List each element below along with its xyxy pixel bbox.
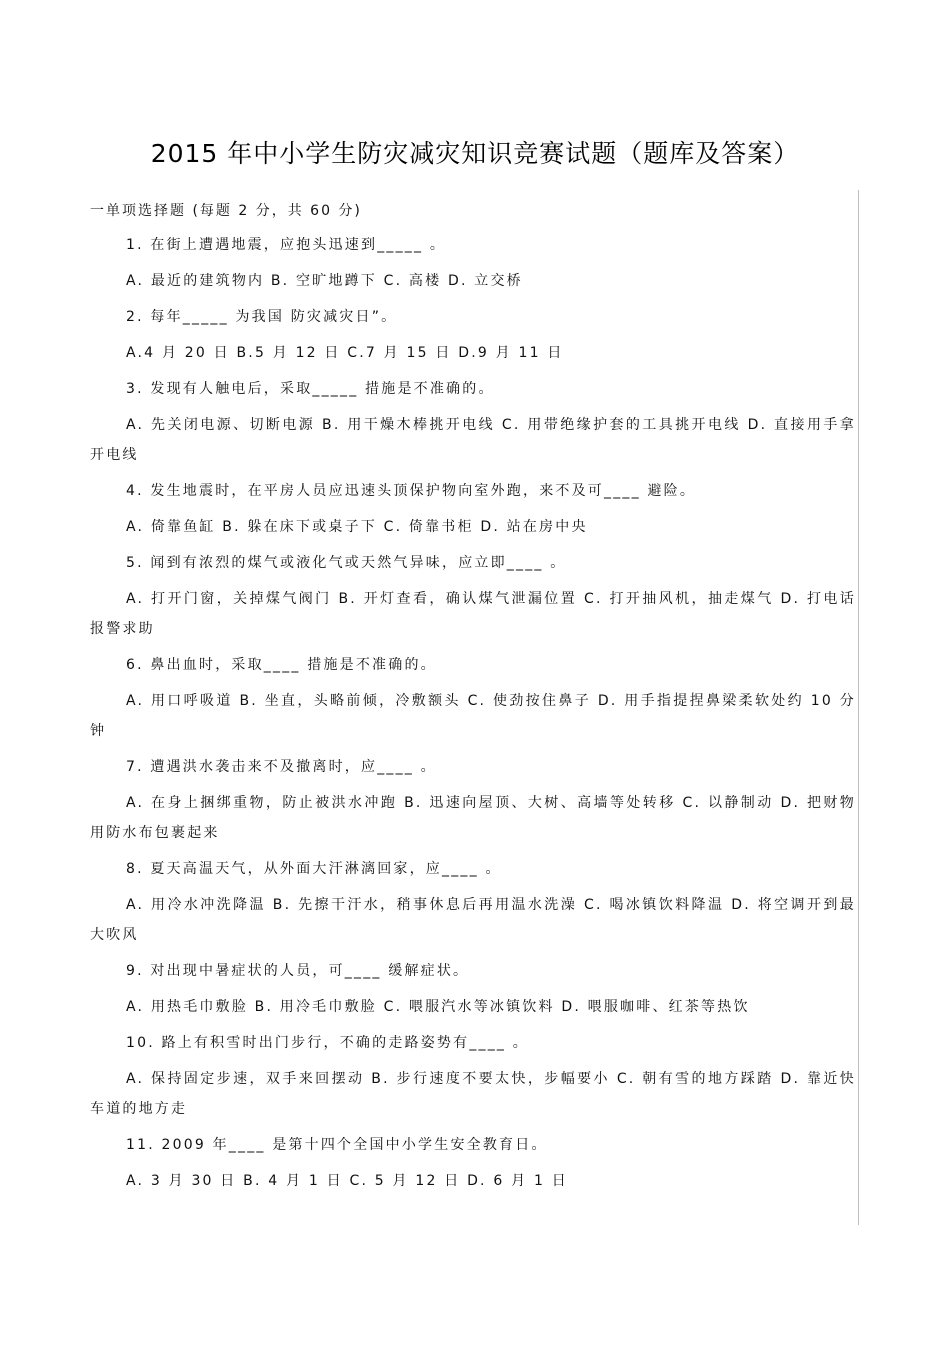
- question-options: A. 3 月 30 日 B. 4 月 1 日 C. 5 月 12 日 D. 6 月 1 日: [126, 1173, 568, 1189]
- document-title: 2015 年中小学生防灾减灾知识竞赛试题（题库及答案）: [150, 139, 800, 168]
- question-text: 5. 闻到有浓烈的煤气或液化气或天然气异味，应立即____ 。: [126, 555, 567, 571]
- question-options: A. 打开门窗，关掉煤气阀门 B. 开灯查看，确认煤气泄漏位置 C. 打开抽风机，抽走煤气 D. 打电话报警求助: [90, 591, 856, 637]
- question-options: A. 保持固定步速，双手来回摆动 B. 步行速度不要太快，步幅要小 C. 朝有雪的地方踩踏 D. 靠近快车道的地方走: [90, 1071, 856, 1117]
- question-list: [90, 230, 856, 1196]
- question-options: A. 在身上捆绑重物，防止被洪水冲跑 B. 迅速向屋顶、大树、高墙等处转移 C. 以静制动 D. 把财物用防水布包裹起来: [90, 795, 856, 841]
- question-text: 3. 发现有人触电后，采取_____ 措施是不准确的。: [126, 381, 495, 397]
- question-text: 2. 每年_____ 为我国 防灾减灾日”。: [126, 309, 398, 325]
- question-options: A. 用热毛巾敷脸 B. 用冷毛巾敷脸 C. 喂服汽水等冰镇饮料 D. 喂服咖啡、红茶等热饮: [126, 999, 750, 1015]
- question-text: 10. 路上有积雪时出门步行，不确的走路姿势有____ 。: [126, 1035, 529, 1051]
- question-text: 11. 2009 年____ 是第十四个全国中小学生安全教育日。: [126, 1137, 548, 1153]
- section-heading: 一单项选择题 (每题 2 分，共 60 分): [90, 203, 362, 219]
- question-options: A. 用口呼吸道 B. 坐直，头略前倾，冷敷额头 C. 使劲按住鼻子 D. 用手指提捏鼻梁柔软处约 10 分钟: [90, 693, 856, 739]
- question-options: A. 最近的建筑物内 B. 空旷地蹲下 C. 高楼 D. 立交桥: [126, 273, 523, 289]
- question-text: 9. 对出现中暑症状的人员，可____ 缓解症状。: [126, 963, 470, 979]
- question-text: 1. 在街上遭遇地震，应抱头迅速到_____ 。: [126, 237, 447, 253]
- question-text: 4. 发生地震时，在平房人员应迅速头顶保护物向室外跑，来不及可____ 避险。: [126, 483, 697, 499]
- question-options: A.4 月 20 日 B.5 月 12 日 C.7 月 15 日 D.9 月 11 日: [126, 345, 564, 361]
- question-options: A. 倚靠鱼缸 B. 躲在床下或桌子下 C. 倚靠书柜 D. 站在房中央: [126, 519, 588, 535]
- question-text: 6. 鼻出血时，采取____ 措施是不准确的。: [126, 657, 437, 673]
- question-options: A. 先关闭电源、切断电源 B. 用干燥木棒挑开电线 C. 用带绝缘护套的工具挑开电线 D. 直接用手拿开电线: [90, 417, 856, 463]
- question-options: A. 用冷水冲洗降温 B. 先擦干汗水，稍事休息后再用温水洗澡 C. 喝冰镇饮料降温 D. 将空调开到最大吹风: [90, 897, 856, 943]
- right-margin-line: [858, 190, 859, 1225]
- question-text: 8. 夏天高温天气，从外面大汗淋漓回家，应____ 。: [126, 861, 502, 877]
- question-text: 7. 遭遇洪水袭击来不及撤离时，应____ 。: [126, 759, 437, 775]
